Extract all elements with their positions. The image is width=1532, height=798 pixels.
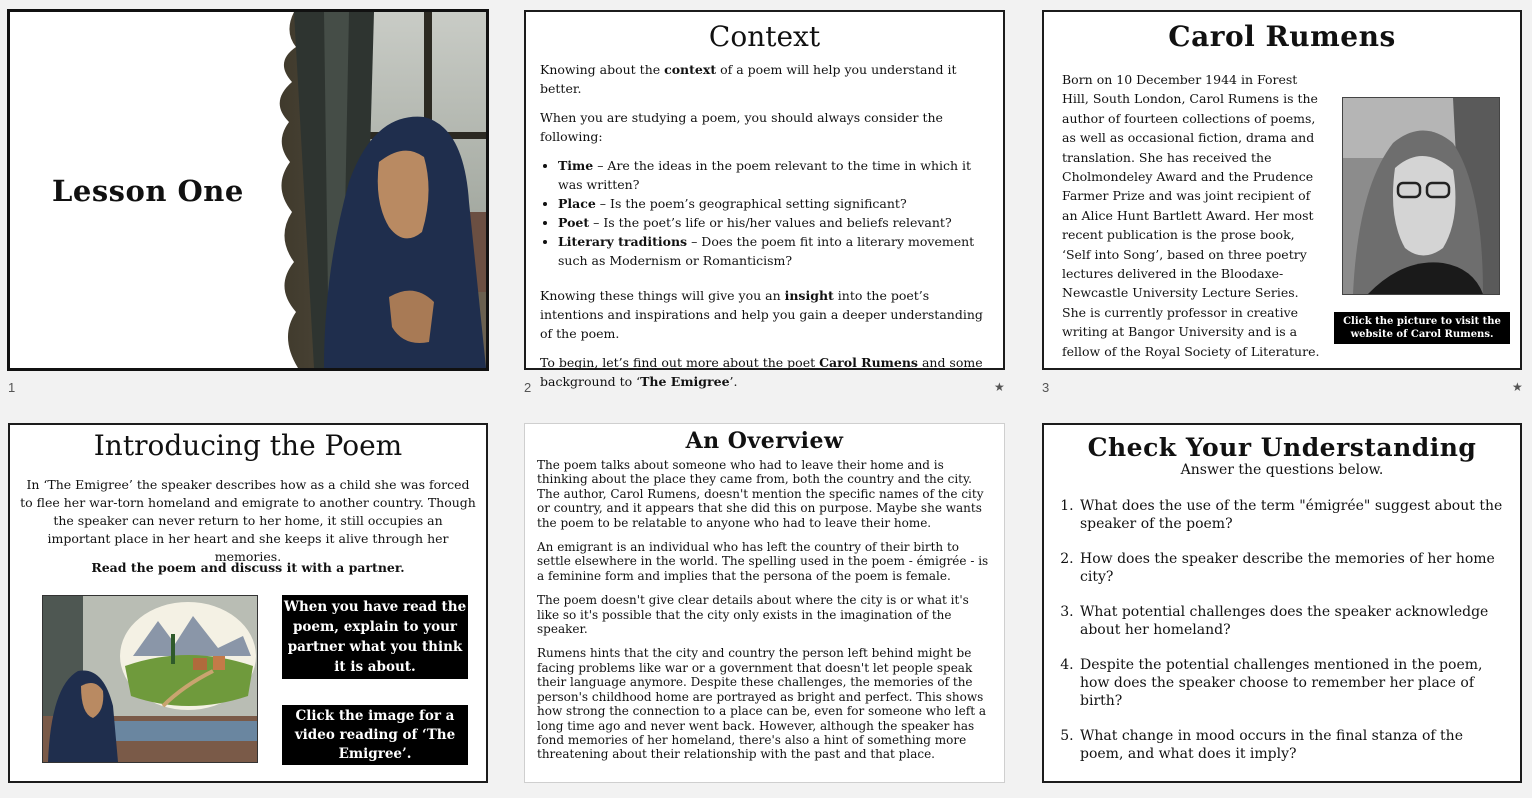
animation-star-icon[interactable]: ★ [994, 380, 1005, 394]
carol-rumens-photo[interactable] [1342, 97, 1500, 295]
photo-caption[interactable]: Click the picture to visit the website of Carol Rumens. [1334, 312, 1510, 344]
list-item: • Place – Is the poem’s geographical setting significant? [558, 194, 993, 213]
list-item: • Poet – Is the poet’s life or his/her values and beliefs relevant? [558, 213, 993, 232]
list-item: • Literary traditions – Does the poem fit into a literary movement such as Modernism or Romanticism? [558, 232, 993, 270]
consider-text: When you are studying a poem, you should always consider the following: [540, 110, 943, 144]
slide-title: An Overview [685, 428, 844, 454]
discussion-instruction-box: When you have read the poem, explain to your partner what you think it is about. [282, 595, 468, 679]
overview-paragraph: Rumens hints that the city and country the person left behind might be facing problems like war or a government that doesn't let people speak their language anymore. Despite these challenges, the memories of the person's childhood home are portrayed as bright and perfect. This shows how strong the connection to a place can be, even for someone who left a long time ago and never went back. However, although the speaker has fond memories of her homeland, there's also a hint of something more threatening about their relationship with the past and that place. [537, 646, 986, 762]
question-item: 1. What does the use of the term "émigrée" suggest about the speaker of the poem? [1078, 497, 1508, 533]
begin-text: To begin, let’s find out more about the poet Carol Rumens and some background to ‘The Emigree’. [540, 355, 983, 389]
slide-thumbnail-1[interactable] [8, 10, 488, 370]
slide-thumbnail-4[interactable] [8, 423, 488, 783]
animation-star-icon[interactable]: ★ [1512, 380, 1523, 394]
overview-paragraph: The poem talks about someone who had to leave their home and is thinking about the place they came from, both the country and the city. The author, Carol Rumens, doesn't mention the specific names of the city or country, and it appears that she did this on purpose. Maybe she wants the poem to be relatable to anyone who had to leave their home. [537, 458, 984, 530]
slide-thumbnail-2[interactable] [524, 10, 1005, 389]
video-link-box[interactable]: Click the image for a video reading of ‘The Emigree’. [282, 705, 468, 765]
slide-thumbnail-3[interactable] [1042, 10, 1522, 370]
slide-thumbnail-6[interactable] [1042, 423, 1522, 783]
slide-thumbnail-5[interactable] [524, 423, 1005, 783]
context-intro: Knowing about the context of a poem will help you understand it better. [540, 62, 957, 96]
praying-woman-image [254, 12, 486, 368]
question-item: 2. How does the speaker describe the memories of her home city? [1078, 550, 1508, 586]
slide-number: 1 [8, 380, 16, 395]
overview-paragraph: The poem doesn't give clear details about where the city is or what it's like so it's possible that the city only exists in the imagination of the speaker. [537, 593, 969, 637]
slide-title: Lesson One [52, 174, 244, 208]
slide-title: Carol Rumens [1168, 20, 1396, 53]
emigree-illustration[interactable] [42, 595, 258, 763]
slide-title: Introducing the Poem [93, 429, 403, 462]
question-item: 3. What potential challenges does the speaker acknowledge about her homeland? [1078, 603, 1508, 639]
read-instruction: Read the poem and discuss it with a partner. [91, 560, 405, 575]
list-item: • Time – Are the ideas in the poem relevant to the time in which it was written? [558, 156, 993, 194]
overview-paragraph: An emigrant is an individual who has left the country of their birth to settle elsewhere in the world. The spelling used in the poem - émigrée - is a feminine form and implies that the persona of the poem is female. [537, 540, 989, 583]
question-list [1058, 497, 1508, 780]
context-list [540, 156, 993, 270]
question-item: 4. Despite the potential challenges mentioned in the poem, how does the speaker choose to remember her place of birth? [1078, 656, 1508, 710]
insight-text: Knowing these things will give you an insight into the poet’s intentions and inspirations and help you gain a deeper understanding of the poem. [540, 288, 983, 341]
question-item: 5. What change in mood occurs in the final stanza of the poem, and what does it imply? [1078, 727, 1508, 763]
slide-title: Check Your Understanding [1087, 433, 1477, 462]
slide-subtitle: Answer the questions below. [1180, 462, 1384, 478]
poem-intro: In ‘The Emigree’ the speaker describes how as a child she was forced to flee her war-torn homeland and emigrate to another country. Though the speaker can never return to her home, it still occupies an important place in her heart and she keeps it alive through her memories. [20, 477, 476, 564]
biography-text: Born on 10 December 1944 in Forest Hill, South London, Carol Rumens is the author of fourteen collections of poems, as well as occasional fiction, drama and translation. She has received the Cholmondeley Award and the Prudence Farmer Prize and was joint recipient of an Alice Hunt Bartlett Award. Her most recent publication is the prose book, ‘Self into Song’, based on three poetry lectures delivered in the Bloodaxe-Newcastle University Lecture Series. She is currently professor in creative writing at Bangor University and is a fellow of the Royal Society of Literature. [1062, 72, 1320, 359]
slide-number: 2 [524, 380, 532, 395]
slide-number: 3 [1042, 380, 1050, 395]
slide-title: Context [708, 20, 821, 53]
